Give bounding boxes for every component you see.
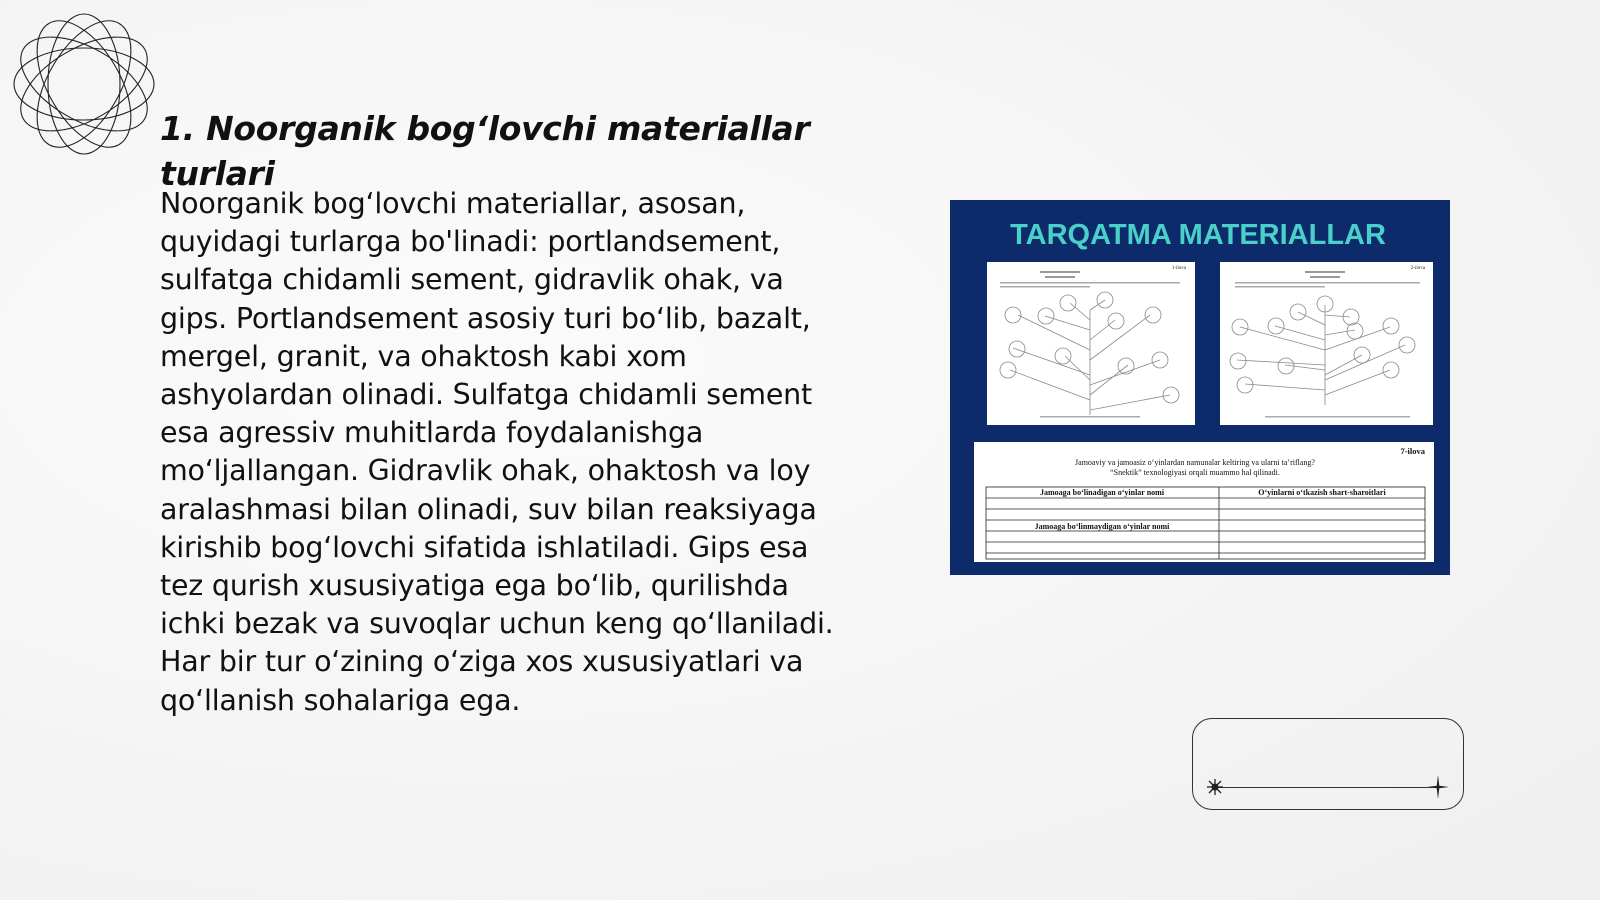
concentric-circles-decoration bbox=[10, 10, 158, 158]
card1-tag: 1-ilova bbox=[1171, 266, 1186, 271]
handout-card-2 bbox=[1220, 262, 1433, 425]
table-col2-header: O‘yinlarni o‘tkazish shart-sharoitlari bbox=[1258, 488, 1386, 497]
sun-icon bbox=[1205, 777, 1225, 797]
table-subline: “Snektik” texnologiyasi orqali muammo hal qilinadi. bbox=[1110, 468, 1280, 477]
table-question: Jamoaviy va jamoasiz o‘yinlardan namunalar keltiring va ularni ta’riflang? bbox=[1075, 458, 1315, 467]
sparkle-icon bbox=[1427, 775, 1449, 799]
handout-card-1 bbox=[987, 262, 1195, 425]
handout-image bbox=[950, 200, 1450, 575]
handout-table-card bbox=[974, 442, 1434, 562]
slide-body-text: Noorganik bog‘lovchi materiallar, asosan, quyidagi turlarga bo'linadi: portlandsement, sulfatga chidamli sement, gidravlik ohak, va gips. Portlandsement asosiy turi bo‘lib, bazalt, mergel, granit, va ohaktosh kabi xom ashyolardan olinadi. Sulfatga chidamli sement esa agressiv muhitlarda foydalanishga mo‘ljallangan. Gidravlik ohak, ohaktosh va loy aralashmasi bilan olinadi, suv bilan reaksiyaga kirishib bog‘lovchi sifatida ishlatiladi. Gips esa tez qurish xususiyatiga ega bo‘lib, qurilishda ichki bezak va suvoqlar uchun keng qo‘llaniladi. Har bir tur o‘zining o‘ziga xos xususiyatlari va qo‘llanish sohalariga ega. bbox=[160, 187, 834, 717]
timeline-line bbox=[1215, 787, 1437, 788]
card2-tag: 2-ilova bbox=[1410, 266, 1425, 271]
decorative-rounded-box bbox=[1192, 718, 1464, 810]
table-row-label: Jamoaga bo‘linmaydigan o‘yinlar nomi bbox=[1034, 522, 1170, 531]
table-tag: 7-ilova bbox=[1400, 446, 1425, 456]
slide-title: 1. Noorganik bog‘lovchi materiallar turlari bbox=[160, 109, 810, 193]
handout-heading: TARQATMA MATERIALLAR bbox=[1010, 219, 1386, 251]
table-col1-header: Jamoaga bo‘linadigan o‘yinlar nomi bbox=[1039, 488, 1165, 497]
